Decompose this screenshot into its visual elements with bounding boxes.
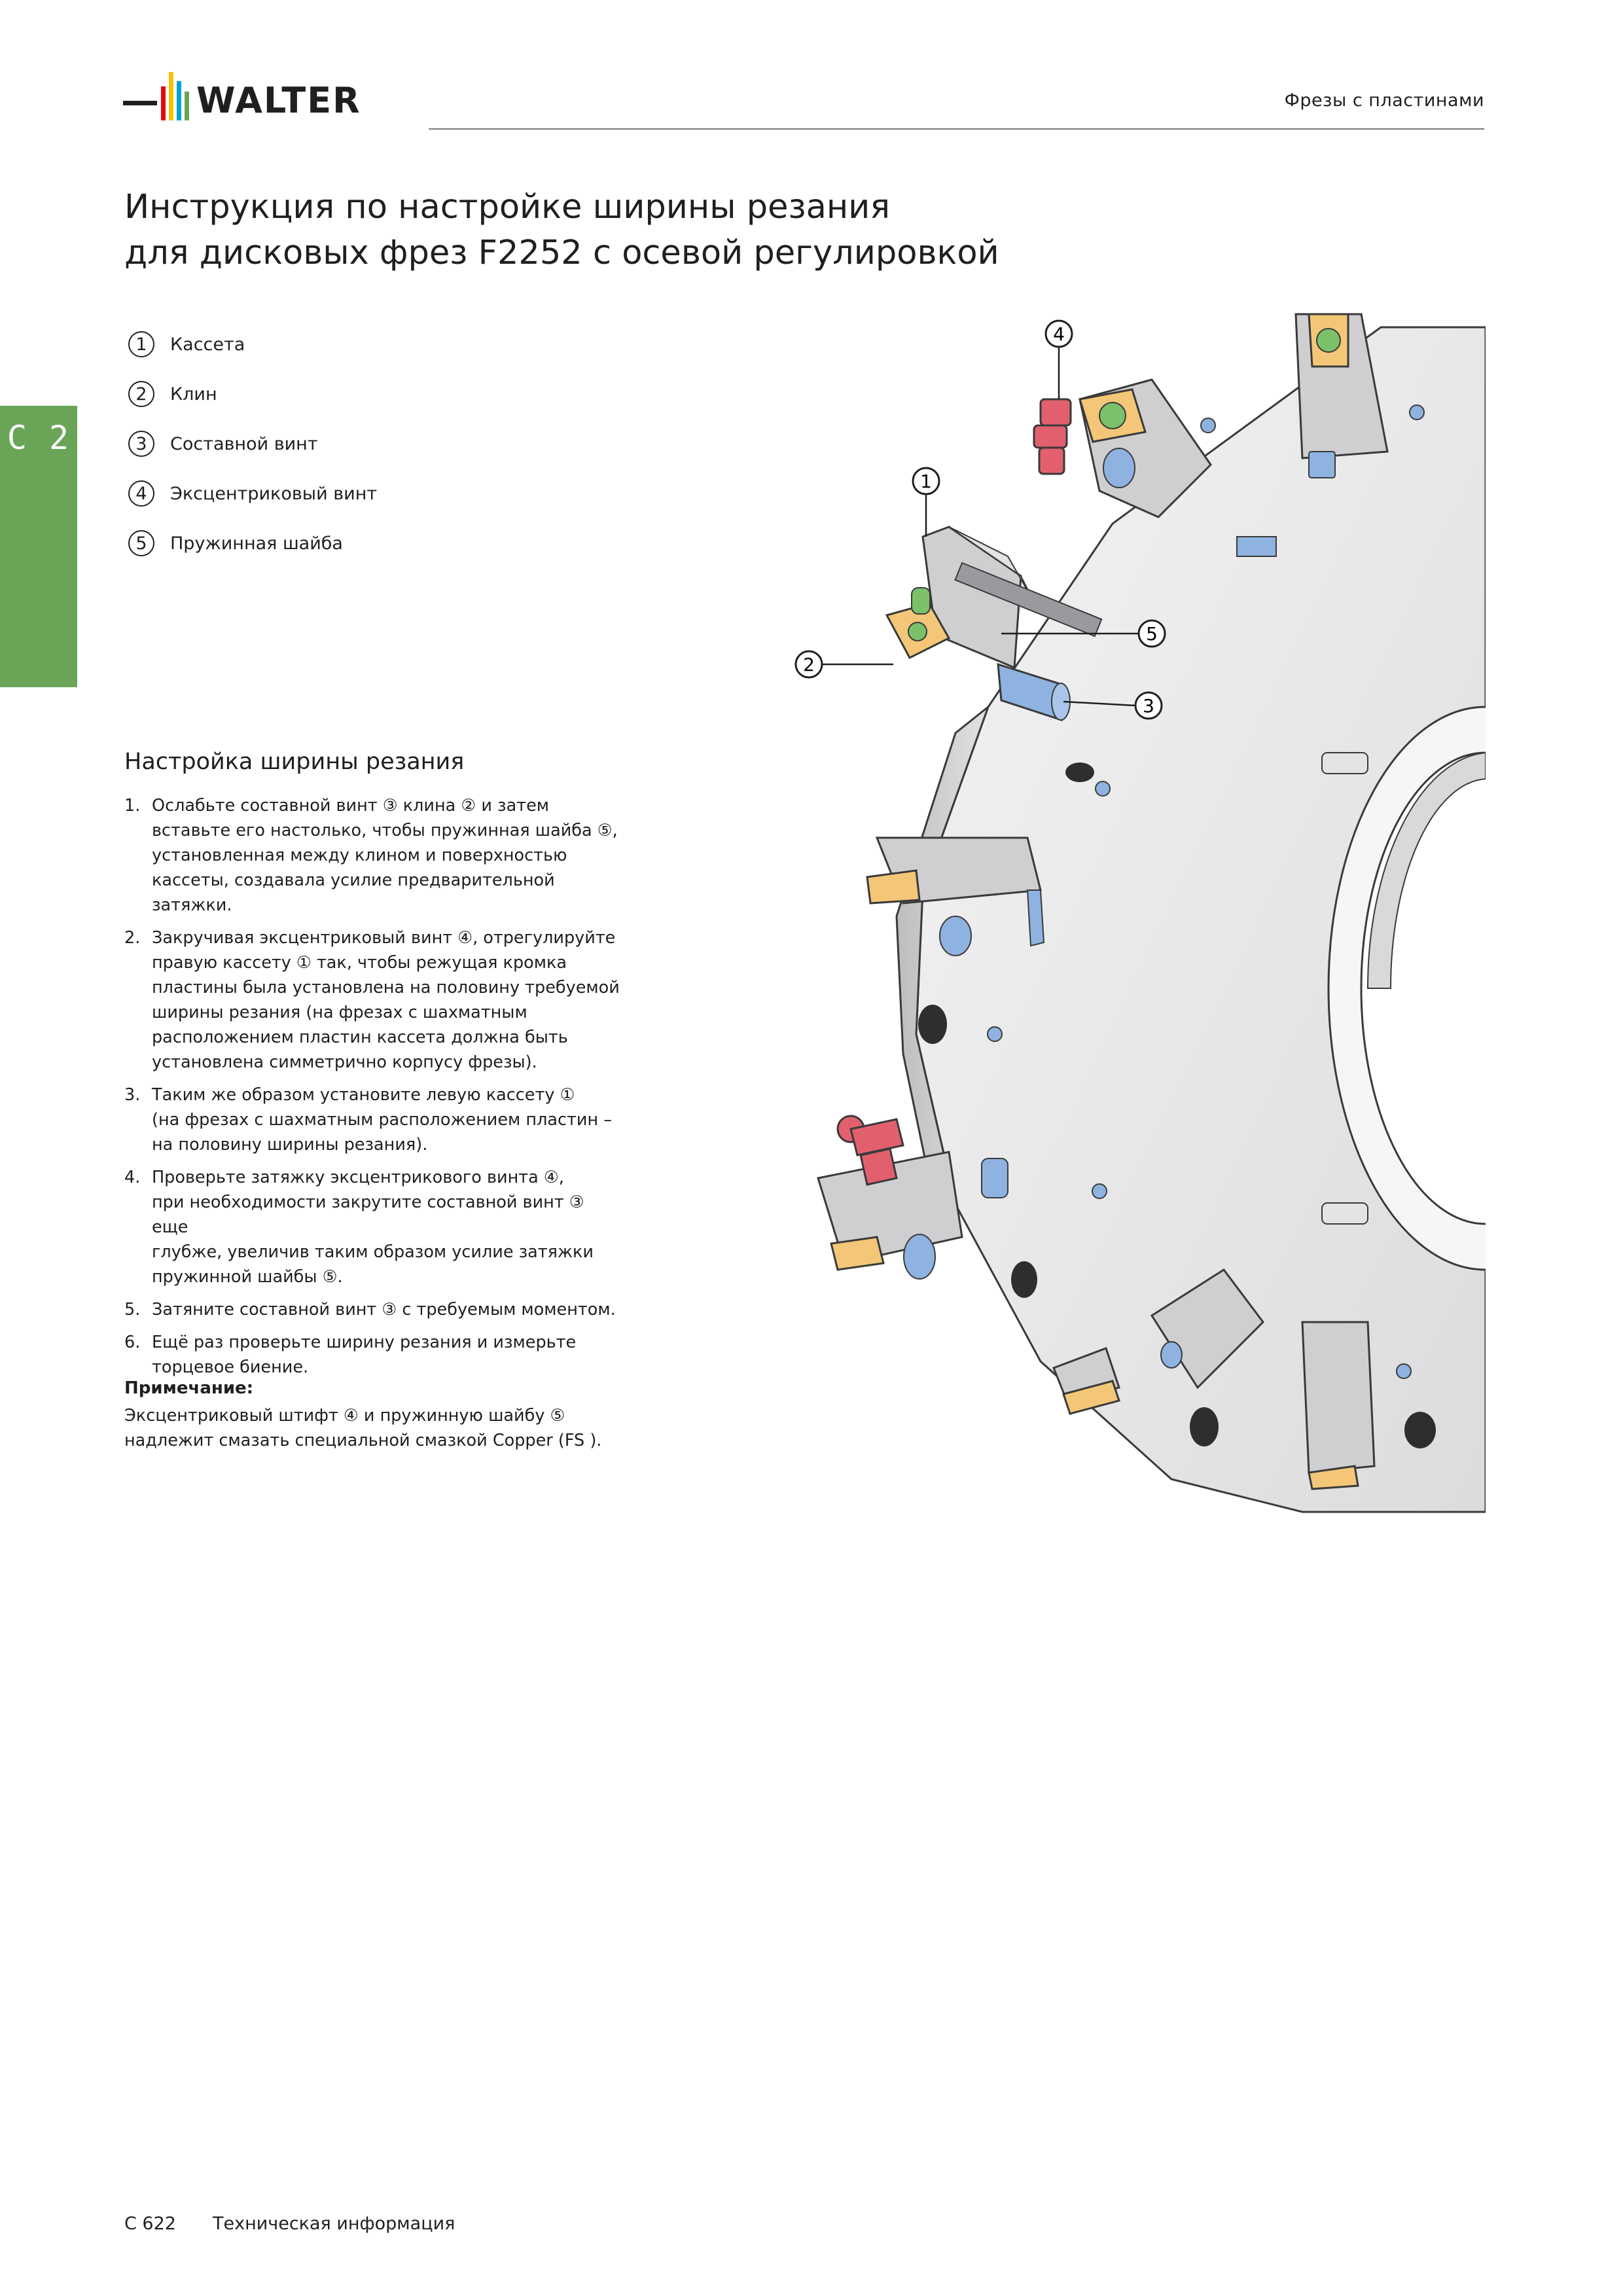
legend-item <box>128 469 377 518</box>
legend-item <box>128 369 377 419</box>
step-text: Проверьте затяжку эксцентрикового винта ④, при необходимости закрутите составной винт ③ еще глубже, увеличив таким образом усилие затяжки пружинной шайбы ⑤. <box>152 1168 594 1287</box>
instruction-step <box>124 793 622 918</box>
step-text: Ещё раз проверьте ширину резания и измерьте торцевое биение. <box>152 1333 577 1377</box>
step-number: 2. <box>124 928 141 948</box>
step-number: 3. <box>124 1085 141 1105</box>
cutter-illustration <box>805 301 1486 1538</box>
legend-number: 5 <box>128 530 154 556</box>
callout-2-graphic <box>779 645 929 684</box>
legend-label: Эксцентриковый винт <box>170 483 378 504</box>
page-title <box>124 185 1041 276</box>
step-text: Закручивая эксцентриковый винт ④, отрегулируйте правую кассету ① так, чтобы режущая кромка пластины была установлена на половину требуемой ширины резания (на фрезах с шахматным расположением пластин кассета должна быть установлена симметрично корпусу фрезы). <box>152 928 620 1072</box>
legend-number: 4 <box>128 480 154 507</box>
instruction-step <box>124 1083 622 1157</box>
legend-number: 2 <box>128 381 154 407</box>
instruction-step <box>124 1165 622 1289</box>
eccentric-screw <box>1034 399 1071 474</box>
legend-item <box>128 419 377 469</box>
instruction-step <box>124 925 622 1075</box>
legend-number: 3 <box>128 431 154 457</box>
legend-number: 1 <box>128 331 154 357</box>
page-title-line-2: для дисковых фрез F2252 с осевой регулировкой <box>124 234 999 272</box>
spring-washer-icon <box>912 588 930 614</box>
note-label: Примечание: <box>124 1378 254 1398</box>
callout-5-label: 5 <box>1146 623 1158 645</box>
chapter-tab-label: C 2 <box>7 419 71 457</box>
legend-label: Клин <box>170 384 217 404</box>
page-title-line-1: Инструкция по настройке ширины резания <box>124 188 891 226</box>
step-number: 6. <box>124 1333 141 1352</box>
callout-1-label: 1 <box>920 471 932 492</box>
instruction-steps <box>124 793 622 1388</box>
callout-4-label: 4 <box>1053 323 1065 345</box>
footer-label: Техническая информация <box>212 2214 455 2234</box>
step-number: 4. <box>124 1168 141 1187</box>
step-number: 1. <box>124 796 141 816</box>
legend-label: Кассета <box>170 334 245 355</box>
section-title: Фрезы с пластинами <box>1284 90 1484 111</box>
callout-4 <box>1046 321 1072 399</box>
brand-wordmark: WALTER <box>196 80 361 121</box>
step-text: Затяните составной винт ③ с требуемым моментом. <box>152 1300 616 1319</box>
legend-item <box>128 518 377 568</box>
step-text: Таким же образом установите левую кассету ① (на фрезах с шахматным расположением пластин – на половину ширины резания). <box>152 1085 612 1155</box>
instruction-step <box>124 1297 622 1322</box>
legend-item <box>128 319 377 369</box>
callout-3-label: 3 <box>1143 695 1154 717</box>
walter-logo <box>123 60 398 132</box>
callout-1 <box>913 468 939 537</box>
legend-label: Составной винт <box>170 433 318 454</box>
step-number: 5. <box>124 1300 141 1319</box>
instruction-step <box>124 1330 622 1380</box>
callout-2-label: 2 <box>803 654 815 675</box>
page-number: C 622 <box>124 2214 176 2234</box>
step-text: Ослабьте составной винт ③ клина ② и затем вставьте его настолько, чтобы пружинная шайба ⑤, установленная между клином и поверхностью кассеты, создавала усилие предварительной затяжки. <box>152 796 618 915</box>
note-text: Эксцентриковый штифт ④ и пружинную шайбу ⑤ надлежит смазать специальной смазкой Copper (FS ). <box>124 1406 602 1450</box>
page-footer <box>124 2214 455 2234</box>
legend-label: Пружинная шайба <box>170 533 343 554</box>
header-rule <box>429 128 1484 130</box>
parts-legend <box>128 319 377 568</box>
instructions-heading: Настройка ширины резания <box>124 749 465 775</box>
